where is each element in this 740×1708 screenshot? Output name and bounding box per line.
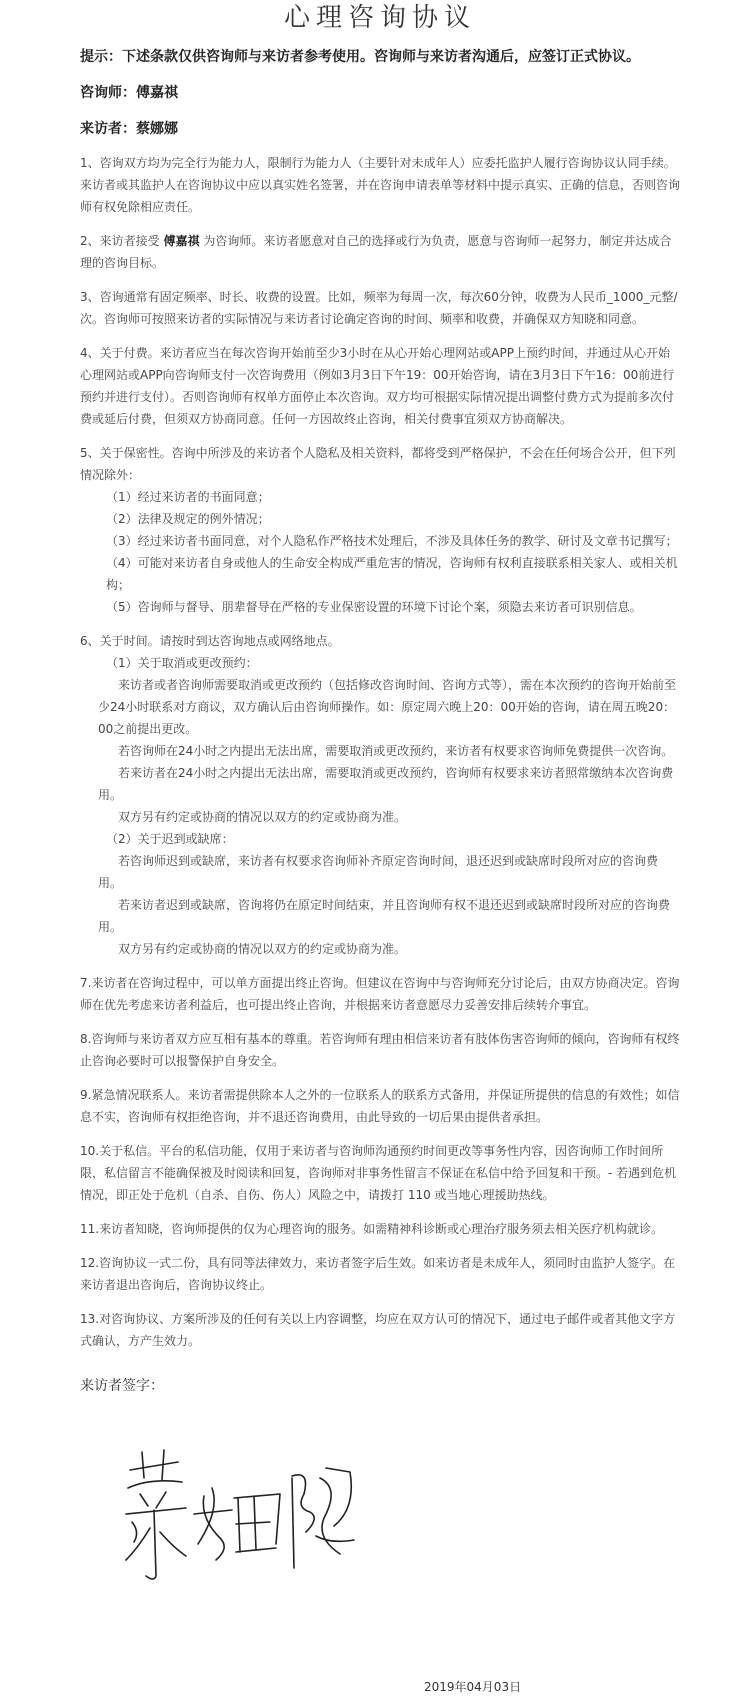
clause-5-item: （4）可能对来访者自身或他人的生命安全构成严重危害的情况，咨询师有权利直接联系相关家人、或相关机构；	[106, 556, 678, 592]
signature-date: 2019年04月03日	[424, 1680, 522, 1694]
clause-5-item: （3）经过来访者书面同意，对个人隐私作严格技术处理后，不涉及具体任务的教学、研讨及文章书记撰写；	[106, 534, 678, 548]
clause-6-sub1-para: 若来访者在24小时之内提出无法出席，需要取消或更改预约，咨询师有权要求来访者照常缴纳本次咨询费用。	[98, 766, 674, 802]
clause-6	[80, 630, 680, 960]
clause-2-suffix: 为咨询师。来访者愿意对自己的选择或行为负责，愿意与咨询师一起努力，制定并达成合理的咨询目标。	[80, 234, 672, 270]
clause-6-intro: 6、关于时间。请按时到达咨询地点或网络地点。	[80, 634, 340, 648]
agreement-document	[80, 0, 680, 1708]
handwritten-signature	[120, 1448, 360, 1588]
clause-6-sub2-para: 若咨询师迟到或缺席，来访者有权要求咨询师补齐原定咨询时间，退还迟到或缺席时段所对应的咨询费用。	[98, 854, 659, 890]
clause-9: 9.紧急情况联系人。来访者需提供除本人之外的一位联系人的联系方式备用，并保证所提供的信息的有效性；如信息不实，咨询师有权拒绝咨询，并不退还咨询费用，由此导致的一切后果由提供者承担。	[80, 1088, 680, 1124]
clause-5-intro: 5、关于保密性。咨询中所涉及的来访者个人隐私及相关资料，都将受到严格保护，不会在任何场合公开，但下列情况除外：	[80, 446, 676, 482]
clause-2-counselor: 傅嘉祺	[163, 234, 200, 248]
signature-label: 来访者签字：	[80, 1378, 164, 1394]
signature-area	[80, 1408, 680, 1708]
notice-text: 提示：下述条款仅供咨询师与来访者参考使用。咨询师与来访者沟通后，应签订正式协议。	[80, 49, 640, 65]
clause-10: 10.关于私信。平台的私信功能，仅用于来访者与咨询师沟通预约时间更改等事务性内容，因咨询师工作时间所限，私信留言不能确保被及时阅读和回复，咨询师对非事务性留言不保证在私信中给予回复和干预。- 若遇到危机情况，即正处于危机（自杀、自伤、伤人）风险之中，请拨打 110 或当地心理援助热线。	[80, 1144, 677, 1202]
clause-3: 3、咨询通常有固定频率、时长、收费的设置。比如，频率为每周一次，每次60分钟，收费为人民币_1000_元整/次。咨询师可按照来访者的实际情况与来访者讨论确定咨询的时间、频率和收费，并确保双方知晓和同意。	[80, 290, 678, 326]
clause-5-item: （1）经过来访者的书面同意；	[106, 490, 270, 504]
clause-8: 8.咨询师与来访者双方应互相有基本的尊重。若咨询师有理由相信来访者有肢体伤害咨询师的倾向，咨询师有权终止咨询必要时可以报警保护自身安全。	[80, 1032, 680, 1068]
clause-7: 7.来访者在咨询过程中，可以单方面提出终止咨询。但建议在咨询中与咨询师充分讨论后，由双方协商决定。咨询师在优先考虑来访者利益后，也可提出终止咨询，并根据来访者意愿尽力妥善安排后续转介事宜。	[80, 976, 680, 1012]
clause-5-item: （2）法律及规定的例外情况；	[106, 512, 270, 526]
clause-6-sub1-title: （1）关于取消或更改预约：	[106, 656, 258, 670]
clause-2	[80, 230, 680, 274]
counselor-name: 咨询师：傅嘉祺	[80, 85, 178, 101]
clause-6-sub2-para: 双方另有约定或协商的情况以双方的约定或协商为准。	[118, 942, 407, 956]
clause-6-sub1-para: 双方另有约定或协商的情况以双方的约定或协商为准。	[118, 810, 407, 824]
clause-4: 4、关于付费。来访者应当在每次咨询开始前至少3小时在从心开始心理网站或APP上预约时间，并通过从心开始心理网站或APP向咨询师支付一次咨询费用（例如3月3日下午19：00开始咨询，请在3月3日下午16：00前进行预约并进行支付）。否则咨询师有权单方面停止本次咨询。双方均可根据实际情况提出调整付费方式为提前多次付费或延后付费，但须双方协商同意。任何一方因故终止咨询，相关付费事宜须双方协商解决。	[80, 346, 675, 426]
client-name: 来访者：蔡娜娜	[80, 121, 178, 137]
clause-11: 11.来访者知晓，咨询师提供的仅为心理咨询的服务。如需精神科诊断或心理治疗服务须去相关医疗机构就诊。	[80, 1222, 664, 1236]
clause-6-sub1-para: 若咨询师在24小时之内提出无法出席，需要取消或更改预约，来访者有权要求咨询师免费提供一次咨询。	[118, 744, 674, 758]
clause-5	[80, 442, 680, 618]
page-title: 心理咨询协议	[283, 3, 476, 33]
clause-6-sub2-title: （2）关于迟到或缺席：	[106, 832, 234, 846]
clause-13: 13.对咨询协议、方案所涉及的任何有关以上内容调整，均应在双方认可的情况下，通过电子邮件或者其他文字方式确认，方产生效力。	[80, 1312, 676, 1348]
clause-12: 12.咨询协议一式二份，具有同等法律效力，来访者签字后生效。如来访者是未成年人，须同时由监护人签字。在来访者退出咨询后，咨询协议终止。	[80, 1256, 676, 1292]
clause-6-sub2-para: 若来访者迟到或缺席，咨询将仍在原定时间结束，并且咨询师有权不退还迟到或缺席时段所对应的咨询费用。	[98, 898, 671, 934]
clause-2-prefix: 2、来访者接受	[80, 234, 160, 248]
clause-1: 1、咨询双方均为完全行为能力人，限制行为能力人（主要针对未成年人）应委托监护人履行咨询协议认同手续。来访者或其监护人在咨询协议中应以真实姓名签署，并在咨询申请表单等材料中提示真实、正确的信息，否则咨询师有权免除相应责任。	[80, 156, 681, 214]
clause-5-item: （5）咨询师与督导、朋辈督导在严格的专业保密设置的环境下讨论个案，须隐去来访者可识别信息。	[106, 600, 642, 614]
clause-6-sub1-para: 来访者或者咨询师需要取消或更改预约（包括修改咨询时间、咨询方式等），需在本次预约的咨询开始前至少24小时联系对方商议，双方确认后由咨询师操作。如：原定周六晚上20：00开始的咨询，请在周五晚20：00之前提出更改。	[98, 678, 677, 736]
